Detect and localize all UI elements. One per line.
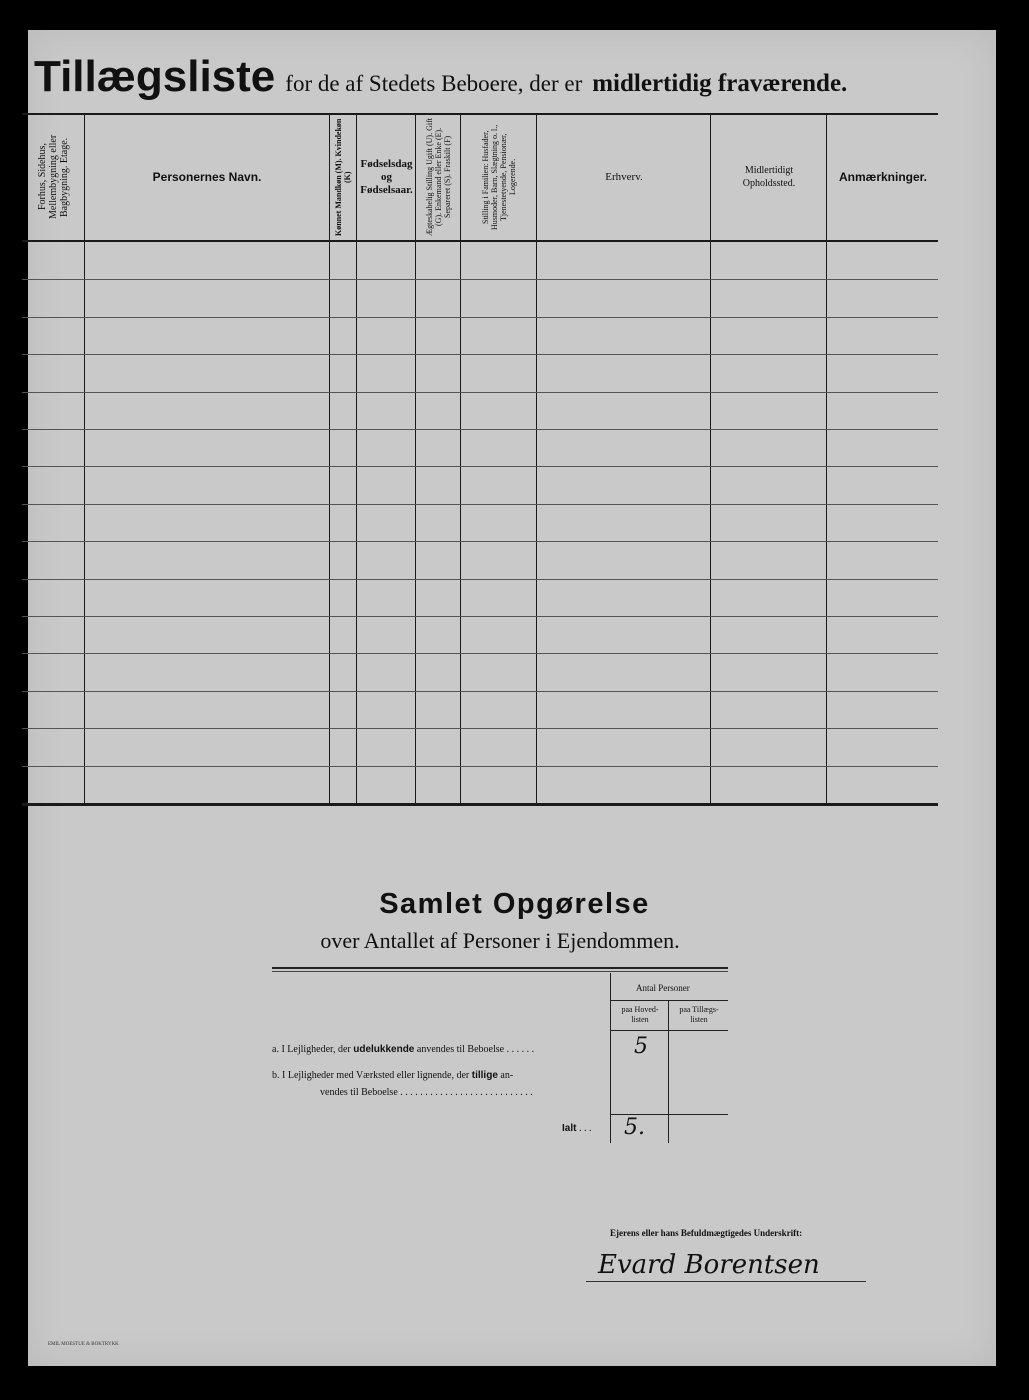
- header-names-text: Personernes Navn.: [152, 169, 262, 184]
- printer-imprint: EMIL MOESTUE & BOKTRYKK: [48, 1342, 119, 1347]
- header-remarks: [828, 116, 938, 238]
- page-title: [34, 52, 964, 102]
- row-a-label: [272, 1044, 534, 1055]
- summary-subtitle: over Antallet af Personer i Ejendommen.: [320, 928, 680, 953]
- col-divider: [460, 113, 461, 805]
- col-divider: [356, 113, 357, 805]
- table-row: [22, 728, 938, 729]
- antal-personer-header: Antal Personer: [636, 983, 690, 993]
- row-b-prefix: b. I Lejligheder med Værksted eller lignende, der: [272, 1070, 470, 1081]
- row-a-value: 5: [634, 1034, 648, 1059]
- header-gender: [330, 116, 356, 238]
- table-bottom-border: [22, 803, 938, 806]
- col-divider: [710, 113, 711, 805]
- summary-top-border: [272, 967, 728, 969]
- summary-subheader-divider: [610, 1030, 728, 1031]
- summary-table: [272, 967, 728, 1147]
- signature-label: Ejerens eller hans Befuldmægtigedes Underskrift:: [610, 1228, 803, 1238]
- header-names: [86, 116, 328, 238]
- table-row: [22, 653, 938, 654]
- row-a-prefix: a. I Lejligheder, der: [272, 1044, 351, 1055]
- table-row: [22, 354, 938, 355]
- header-occupation-text: Erhverv.: [605, 170, 643, 183]
- title-subtitle: for de af Stedets Beboere, der er: [285, 71, 583, 96]
- row-b-suffix: an-: [500, 1070, 514, 1081]
- header-family-position-text: Stilling i Familien: Husfader, Husmoder, Barn, Slægtning o. l., Tjenestetyende, Pensionær, Logerende.: [481, 124, 517, 230]
- header-gender-text: Kønnet Mandkøn (M). Kvindekøn (K): [334, 118, 352, 236]
- table-row: [22, 392, 938, 393]
- row-b-label: [272, 1070, 513, 1081]
- table-row: [22, 317, 938, 318]
- ialt-label-text: Ialt: [562, 1123, 577, 1134]
- table-row: [22, 279, 938, 280]
- header-marital-text: Ægteskabelig Stilling Ugift (U). Gift (G). Enkemand eller Enke (E). Separeret (S). Fraskilt (F): [424, 118, 452, 236]
- header-building-floor: [24, 116, 82, 238]
- table-row: [22, 466, 938, 467]
- header-occupation: [538, 116, 710, 238]
- row-b-line2: vendes til Beboelse . . . . . . . . . . . . . . . . . . . . . . . . . . .: [320, 1087, 533, 1098]
- table-row: [22, 429, 938, 430]
- header-temp-residence: [712, 116, 826, 238]
- title-subtitle-bold: midlertidig fraværende.: [592, 70, 848, 97]
- table-row: [22, 766, 938, 767]
- col-divider: [536, 113, 537, 805]
- table-row: [22, 616, 938, 617]
- ialt-value: 5.: [624, 1115, 645, 1140]
- header-birth: [358, 116, 415, 238]
- summary-col-divider: [610, 973, 611, 1143]
- header-birth-text: Fødselsdag og Fødselsaar.: [360, 157, 413, 196]
- summary-title: Samlet Opgørelse: [379, 888, 650, 920]
- signature-handwritten: Evard Borentsen: [598, 1250, 820, 1280]
- table-row: [22, 579, 938, 580]
- signature-line: [586, 1281, 866, 1282]
- col-divider: [84, 113, 85, 805]
- ialt-label: [562, 1123, 591, 1134]
- col-hoved-header: paa Hoved- listen: [621, 1005, 659, 1024]
- table-row: [22, 541, 938, 542]
- header-building-floor-text: Forhus, Sidehus, Mellembygning eller Bagbygning. Etage.: [36, 134, 70, 220]
- table-row: [22, 691, 938, 692]
- row-a-bold: udelukkende: [353, 1044, 415, 1055]
- header-temp-residence-text: Midlertidigt Opholdssted.: [742, 165, 796, 189]
- registration-table: [22, 113, 938, 808]
- table-row: [22, 504, 938, 505]
- table-header-border: [22, 240, 938, 242]
- header-remarks-text: Anmærkninger.: [838, 169, 928, 184]
- title-main: Tillægsliste: [34, 52, 276, 101]
- header-family-position: [462, 116, 536, 238]
- col-divider: [826, 113, 827, 805]
- summary-col-divider: [668, 1001, 669, 1143]
- ialt-dots: . . .: [578, 1123, 592, 1134]
- header-marital: [416, 116, 460, 238]
- summary-header-divider: [610, 1000, 728, 1001]
- row-a-suffix: anvendes til Beboelse . . . . . .: [416, 1044, 535, 1055]
- summary-top-thin-border: [272, 971, 728, 972]
- row-b-bold: tillige: [471, 1070, 498, 1081]
- col-tillaeg-header: paa Tillægs- listen: [679, 1005, 719, 1024]
- table-top-border: [22, 113, 938, 115]
